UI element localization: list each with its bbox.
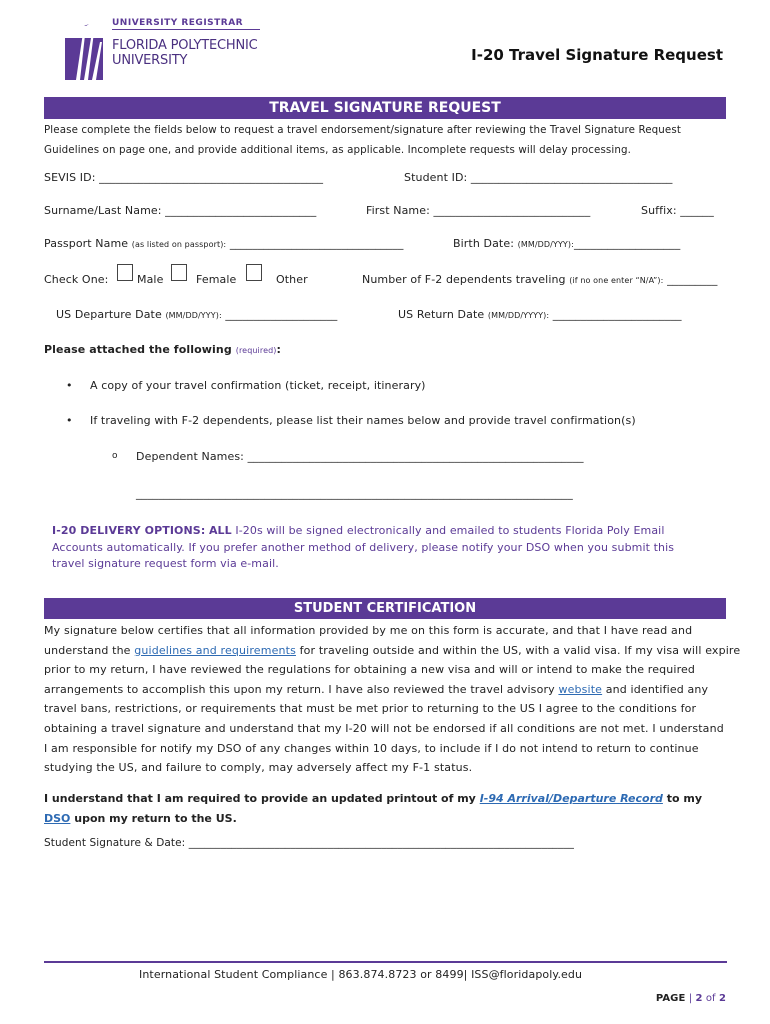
logo-mark-icon xyxy=(62,24,106,82)
passport-name-field[interactable] xyxy=(44,237,403,250)
cert-line-4a: arrangements to accomplish this upon my return. I have also reviewed the travel advisory xyxy=(44,682,555,696)
attach-required: (required) xyxy=(235,346,277,355)
dependent-names-field[interactable]: Dependent Names: ____________________________________________________________ xyxy=(136,450,584,463)
section-title: STUDENT CERTIFICATION xyxy=(293,601,477,616)
travel-advisory-website-link[interactable]: website xyxy=(558,682,603,696)
departure-date-field[interactable] xyxy=(56,308,337,321)
delivery-all: ALL xyxy=(208,524,232,537)
i94-record-link[interactable]: I-94 Arrival/Departure Record xyxy=(479,792,663,805)
cert-line-4b: and identified any xyxy=(605,682,709,696)
cert-line-5: travel bans, restrictions, or requirements that must be met prior to returning to the US I agree to the conditions for xyxy=(44,702,697,716)
page-separator: | xyxy=(688,993,693,1004)
other-label: Other xyxy=(276,273,308,286)
bullet-item-2: If traveling with F-2 dependents, please list their names below and provide travel confirmation(s) xyxy=(90,414,636,427)
birth-label: Birth Date: xyxy=(453,237,515,250)
surname-field[interactable]: Surname/Last Name: ___________________________ xyxy=(44,204,317,217)
cert-line-8: studying the US, and failure to comply, may adversely affect my F-1 status. xyxy=(44,761,473,775)
logo-name-line2: UNIVERSITY xyxy=(112,53,188,68)
cert-line-3: prior to my return, I have reviewed the regulations for obtaining a new visa and will or intend to make the required xyxy=(44,663,696,677)
travel-signature-request-bar xyxy=(44,97,726,119)
i94-statement xyxy=(44,789,702,828)
attach-heading xyxy=(44,343,281,356)
cert-line-2b: for traveling outside and within the US, with a valid visa. If my visa will expire xyxy=(299,643,741,657)
logo-registrar: UNIVERSITY REGISTRAR xyxy=(112,18,244,28)
delivery-heading: I-20 DELIVERY OPTIONS: xyxy=(52,524,206,537)
sevis-id-field[interactable]: SEVIS ID: ________________________________________ xyxy=(44,171,324,184)
return-label: US Return Date xyxy=(398,308,485,321)
female-checkbox[interactable] xyxy=(171,264,187,281)
intro-line-1: Please complete the fields below to request a travel endorsement/signature after reviewing the Travel Signature Request xyxy=(44,124,681,136)
dependents-label: Number of F-2 dependents traveling xyxy=(362,273,566,286)
page-label: PAGE xyxy=(655,993,686,1004)
page-total: 2 xyxy=(718,993,726,1004)
check-one-label: Check One: xyxy=(44,273,109,286)
delivery-line-1: I-20s will be signed electronically and emailed to students Florida Poly Email xyxy=(235,524,665,537)
student-signature-field[interactable]: Student Signature & Date: ________________________________________________________________________ xyxy=(44,837,574,849)
dependents-line: _________ xyxy=(667,273,718,286)
female-label: Female xyxy=(196,273,237,286)
i94-text-c: upon my return to the US. xyxy=(74,811,237,825)
delivery-line-3: travel signature request form via e-mail. xyxy=(52,557,279,570)
cert-line-2a: understand the xyxy=(44,643,131,657)
sub-bullet-circle-icon: o xyxy=(112,451,118,461)
departure-label: US Departure Date xyxy=(56,308,162,321)
birth-line: ___________________ xyxy=(573,237,681,250)
male-checkbox[interactable] xyxy=(117,264,133,281)
page-number xyxy=(656,993,726,1004)
bullet-item-1: A copy of your travel confirmation (ticket, receipt, itinerary) xyxy=(90,379,426,392)
section-title: TRAVEL SIGNATURE REQUEST xyxy=(269,100,501,116)
student-id-field[interactable]: Student ID: ____________________________________ xyxy=(404,171,673,184)
attach-label: Please attached the following xyxy=(44,343,232,356)
dependents-count-field[interactable] xyxy=(362,273,717,286)
return-line: _______________________ xyxy=(552,308,682,321)
departure-line: ____________________ xyxy=(225,308,338,321)
other-checkbox[interactable] xyxy=(246,264,262,281)
dependents-note: (if no one enter “N/A”): xyxy=(569,276,664,285)
i94-text-a: I understand that I am required to provide an updated printout of my xyxy=(44,792,476,805)
delivery-options xyxy=(52,523,724,573)
first-name-field[interactable]: First Name: ____________________________ xyxy=(366,204,591,217)
page-of: of xyxy=(705,993,716,1004)
bullet-dot-icon: • xyxy=(66,414,73,427)
logo xyxy=(62,18,262,82)
logo-name-line1: FLORIDA POLYTECHNIC xyxy=(112,38,258,53)
birth-date-field[interactable] xyxy=(453,237,680,250)
delivery-line-2: Accounts automatically. If you prefer another method of delivery, please notify your DSO when you submit this xyxy=(52,540,675,554)
male-label: Male xyxy=(137,273,164,286)
bullet-dot-icon: • xyxy=(66,379,73,392)
cert-line-6: obtaining a travel signature and understand that my I-20 will not be endorsed if all conditions are not met. I understand xyxy=(44,721,724,735)
attach-colon: : xyxy=(276,343,281,356)
certification-paragraph xyxy=(44,621,741,778)
student-certification-bar xyxy=(44,598,726,619)
passport-label: Passport Name xyxy=(44,237,129,250)
return-date-field[interactable] xyxy=(398,308,682,321)
cert-line-1: My signature below certifies that all information provided by me on this form is accurate, and that I have read and xyxy=(44,624,693,637)
intro-line-2: Guidelines on page one, and provide additional items, as applicable. Incomplete requests will delay processing. xyxy=(44,144,631,156)
suffix-field[interactable]: Suffix: ______ xyxy=(641,204,714,217)
cert-line-7: I am responsible for notify my DSO of any changes within 10 days, to include if I do not intend to return to continue xyxy=(44,741,699,755)
dso-link[interactable]: DSO xyxy=(44,811,71,825)
footer-contact: International Student Compliance | 863.874.8723 or 8499| ISS@floridapoly.edu xyxy=(139,968,583,981)
return-note: (MM/DD/YYYY): xyxy=(487,311,550,320)
footer-divider xyxy=(44,961,727,963)
departure-note: (MM/DD/YYY): xyxy=(165,311,222,320)
page-title: I-20 Travel Signature Request xyxy=(471,46,723,64)
passport-line: _______________________________ xyxy=(229,237,404,250)
guidelines-link[interactable]: guidelines and requirements xyxy=(134,643,296,657)
page-current: 2 xyxy=(695,993,703,1004)
dependent-names-line-2[interactable]: ______________________________________________________________________________ xyxy=(136,487,573,500)
passport-note: (as listed on passport): xyxy=(131,240,227,249)
i94-text-b: to my xyxy=(666,792,703,805)
birth-note: (MM/DD/YYY): xyxy=(517,240,574,249)
